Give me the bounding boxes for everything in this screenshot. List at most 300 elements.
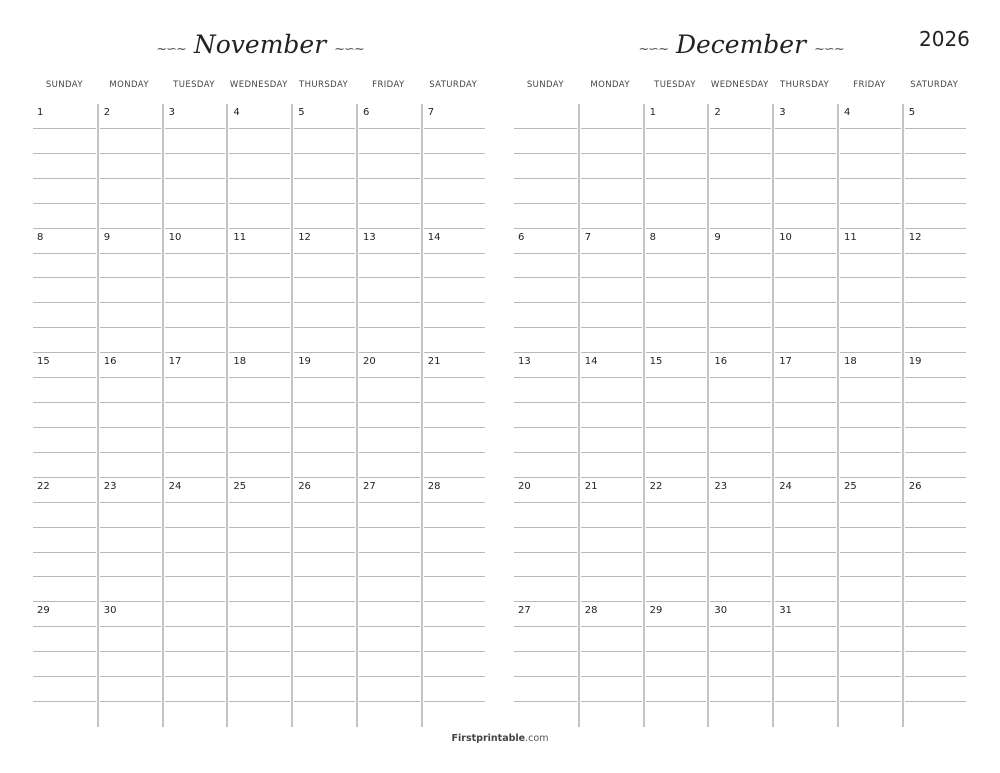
weekday-header: MONDAY <box>590 80 630 90</box>
day-cell[interactable] <box>32 104 97 229</box>
note-line <box>424 503 485 528</box>
note-line <box>581 303 642 328</box>
note-line <box>775 553 836 578</box>
day-cell[interactable] <box>578 104 643 229</box>
day-number: 16 <box>103 356 117 368</box>
day-cell[interactable] <box>421 104 486 229</box>
day-cell[interactable] <box>97 353 162 478</box>
note-line <box>100 378 161 403</box>
note-line <box>905 278 966 303</box>
day-cell[interactable] <box>32 229 97 354</box>
note-line <box>710 702 771 727</box>
day-cell[interactable] <box>356 104 421 229</box>
day-cell[interactable] <box>707 229 772 354</box>
day-cell[interactable] <box>772 602 837 727</box>
note-line <box>840 179 901 204</box>
note-line <box>294 328 355 353</box>
note-line <box>646 428 707 453</box>
note-line <box>100 528 161 553</box>
note-line <box>33 677 96 702</box>
note-line <box>33 503 96 528</box>
day-cell[interactable] <box>902 602 967 727</box>
note-line <box>424 702 485 727</box>
note-line <box>294 677 355 702</box>
note-line <box>514 104 577 129</box>
note-line <box>424 328 485 353</box>
day-cell[interactable] <box>643 353 708 478</box>
day-number: 11 <box>843 231 857 243</box>
note-line <box>775 278 836 303</box>
note-line <box>775 503 836 528</box>
day-cell[interactable] <box>162 229 227 354</box>
weekday-header: THURSDAY <box>780 80 830 90</box>
note-line <box>229 602 290 627</box>
note-line <box>514 428 577 453</box>
weekday-header: WEDNESDAY <box>229 80 288 90</box>
note-line <box>165 204 226 229</box>
note-line <box>229 553 290 578</box>
note-line <box>424 553 485 578</box>
day-cell[interactable] <box>837 104 902 229</box>
day-number: 9 <box>714 231 721 243</box>
note-line <box>294 378 355 403</box>
day-cell[interactable] <box>32 478 97 603</box>
day-number: 21 <box>584 480 598 492</box>
day-cell[interactable] <box>162 104 227 229</box>
day-number: 5 <box>908 107 916 118</box>
note-line <box>100 254 161 279</box>
day-cell[interactable] <box>578 478 643 603</box>
note-line <box>294 553 355 578</box>
note-line <box>165 179 226 204</box>
note-line <box>165 453 226 478</box>
day-number: 14 <box>584 356 598 368</box>
day-cell[interactable] <box>421 353 486 478</box>
day-cell[interactable] <box>97 104 162 229</box>
note-line <box>710 129 771 154</box>
day-cell[interactable] <box>513 229 578 354</box>
weekday-header: FRIDAY <box>853 80 886 90</box>
day-cell[interactable] <box>707 104 772 229</box>
note-line <box>905 702 966 727</box>
note-line <box>100 627 161 652</box>
note-line <box>100 677 161 702</box>
note-line <box>165 652 226 677</box>
day-cell[interactable] <box>421 602 486 727</box>
note-line <box>294 154 355 179</box>
day-cell[interactable] <box>226 229 291 354</box>
day-number: 10 <box>168 231 182 243</box>
note-line <box>710 154 771 179</box>
day-cell[interactable] <box>837 478 902 603</box>
note-line <box>165 278 226 303</box>
note-line <box>514 154 577 179</box>
note-line <box>581 627 642 652</box>
day-cell[interactable] <box>772 104 837 229</box>
note-line <box>100 577 161 602</box>
day-cell[interactable] <box>291 353 356 478</box>
note-line <box>646 553 707 578</box>
note-line <box>294 129 355 154</box>
day-number: 20 <box>518 480 531 492</box>
day-number: 30 <box>103 605 117 617</box>
note-line <box>424 453 485 478</box>
note-line <box>581 677 642 702</box>
month-title-november <box>130 30 390 59</box>
day-cell[interactable] <box>356 478 421 603</box>
note-line <box>710 553 771 578</box>
note-line <box>775 577 836 602</box>
year-label: 2026 <box>919 27 970 51</box>
note-line <box>294 602 355 627</box>
day-cell[interactable] <box>162 478 227 603</box>
day-cell[interactable] <box>421 478 486 603</box>
note-line <box>294 428 355 453</box>
day-cell[interactable] <box>226 353 291 478</box>
note-line <box>905 453 966 478</box>
weekday-header: MONDAY <box>109 80 149 90</box>
note-line <box>905 328 966 353</box>
note-line <box>840 154 901 179</box>
note-line <box>514 204 577 229</box>
note-line <box>33 378 96 403</box>
note-line <box>905 602 966 627</box>
brand-name: Firstprintable <box>451 733 526 744</box>
note-line <box>840 204 901 229</box>
note-line <box>229 303 290 328</box>
note-line <box>229 278 290 303</box>
note-line <box>359 553 420 578</box>
day-number: 24 <box>779 480 792 492</box>
month-name: December <box>675 30 807 59</box>
note-line <box>905 428 966 453</box>
day-number: 29 <box>37 605 50 617</box>
note-line <box>294 204 355 229</box>
note-line <box>229 129 290 154</box>
note-line <box>424 428 485 453</box>
note-line <box>840 403 901 428</box>
calendar-december <box>513 80 967 617</box>
note-line <box>775 204 836 229</box>
day-cell[interactable] <box>837 602 902 727</box>
note-line <box>646 204 707 229</box>
note-line <box>359 428 420 453</box>
day-cell[interactable] <box>578 229 643 354</box>
day-cell[interactable] <box>902 353 967 478</box>
note-line <box>229 577 290 602</box>
day-number: 9 <box>103 231 111 243</box>
note-line <box>33 154 96 179</box>
note-line <box>359 453 420 478</box>
day-cell[interactable] <box>226 602 291 727</box>
note-line <box>33 528 96 553</box>
day-number: 27 <box>518 605 531 617</box>
note-line <box>165 154 226 179</box>
note-line <box>646 179 707 204</box>
note-line <box>100 204 161 229</box>
note-line <box>646 403 707 428</box>
day-number: 3 <box>779 107 786 118</box>
note-line <box>514 528 577 553</box>
note-line <box>905 528 966 553</box>
note-line <box>646 278 707 303</box>
note-line <box>229 328 290 353</box>
day-number: 24 <box>168 480 182 492</box>
note-line <box>229 453 290 478</box>
note-line <box>581 129 642 154</box>
note-line <box>775 652 836 677</box>
day-cell[interactable] <box>643 602 708 727</box>
day-cell[interactable] <box>421 229 486 354</box>
note-line <box>646 453 707 478</box>
day-cell[interactable] <box>356 602 421 727</box>
weekday-header: FRIDAY <box>372 80 405 90</box>
note-line <box>165 254 226 279</box>
day-number: 19 <box>908 356 922 368</box>
day-number: 28 <box>584 605 598 617</box>
day-cell[interactable] <box>356 229 421 354</box>
day-cell[interactable] <box>837 353 902 478</box>
day-number: 4 <box>843 107 851 118</box>
day-cell[interactable] <box>772 353 837 478</box>
note-line <box>359 528 420 553</box>
note-line <box>514 702 577 727</box>
note-line <box>840 303 901 328</box>
note-line <box>581 652 642 677</box>
day-cell[interactable] <box>513 602 578 727</box>
day-cell[interactable] <box>513 353 578 478</box>
note-line <box>840 428 901 453</box>
day-cell[interactable] <box>513 104 578 229</box>
note-line <box>514 652 577 677</box>
note-line <box>100 553 161 578</box>
note-line <box>514 403 577 428</box>
day-cell[interactable] <box>97 478 162 603</box>
note-line <box>905 179 966 204</box>
day-cell[interactable] <box>513 478 578 603</box>
note-line <box>33 453 96 478</box>
day-cell[interactable] <box>902 229 967 354</box>
day-number: 11 <box>233 231 247 243</box>
note-line <box>710 328 771 353</box>
day-cell[interactable] <box>772 229 837 354</box>
day-cell[interactable] <box>226 104 291 229</box>
note-line <box>775 129 836 154</box>
day-number: 14 <box>427 231 441 243</box>
note-line <box>33 204 96 229</box>
note-line <box>294 627 355 652</box>
note-line <box>165 553 226 578</box>
day-number: 4 <box>233 107 240 118</box>
note-line <box>581 453 642 478</box>
note-line <box>514 179 577 204</box>
note-line <box>229 677 290 702</box>
note-line <box>294 403 355 428</box>
note-line <box>905 553 966 578</box>
note-line <box>710 627 771 652</box>
day-cell[interactable] <box>162 353 227 478</box>
note-line <box>424 204 485 229</box>
note-line <box>33 179 96 204</box>
note-line <box>840 129 901 154</box>
note-line <box>710 378 771 403</box>
day-cell[interactable] <box>707 602 772 727</box>
day-number: 22 <box>649 480 663 492</box>
note-line <box>581 428 642 453</box>
note-line <box>424 677 485 702</box>
weekday-header: WEDNESDAY <box>710 80 769 90</box>
note-line <box>514 577 577 602</box>
day-cell[interactable] <box>226 478 291 603</box>
day-cell[interactable] <box>32 353 97 478</box>
day-cell[interactable] <box>643 478 708 603</box>
day-cell[interactable] <box>578 353 643 478</box>
weekday-header: SUNDAY <box>526 80 564 90</box>
note-line <box>514 453 577 478</box>
day-cell[interactable] <box>772 478 837 603</box>
note-line <box>33 403 96 428</box>
note-line <box>424 652 485 677</box>
day-cell[interactable] <box>837 229 902 354</box>
day-cell[interactable] <box>291 478 356 603</box>
day-cell[interactable] <box>162 602 227 727</box>
day-cell[interactable] <box>97 602 162 727</box>
day-cell[interactable] <box>291 602 356 727</box>
note-line <box>229 204 290 229</box>
note-line <box>359 627 420 652</box>
note-line <box>710 278 771 303</box>
month-title-december <box>611 30 871 59</box>
note-line <box>359 179 420 204</box>
note-line <box>229 627 290 652</box>
note-line <box>775 254 836 279</box>
note-line <box>840 328 901 353</box>
note-line <box>646 303 707 328</box>
note-line <box>33 303 96 328</box>
note-line <box>646 328 707 353</box>
note-line <box>905 577 966 602</box>
brand-domain: .com <box>525 733 549 744</box>
note-line <box>840 602 901 627</box>
day-number: 25 <box>233 480 247 492</box>
note-line <box>775 702 836 727</box>
note-line <box>514 278 577 303</box>
note-line <box>229 179 290 204</box>
day-cell[interactable] <box>32 602 97 727</box>
note-line <box>710 303 771 328</box>
note-line <box>294 702 355 727</box>
weekday-header: THURSDAY <box>299 80 349 90</box>
day-cell[interactable] <box>707 478 772 603</box>
note-line <box>100 129 161 154</box>
day-cell[interactable] <box>643 229 708 354</box>
note-line <box>424 278 485 303</box>
day-number: 20 <box>362 356 376 368</box>
day-number: 26 <box>298 480 311 492</box>
note-line <box>229 528 290 553</box>
note-line <box>840 503 901 528</box>
note-line <box>905 503 966 528</box>
note-line <box>646 528 707 553</box>
note-line <box>646 503 707 528</box>
note-line <box>100 403 161 428</box>
note-line <box>775 403 836 428</box>
day-cell[interactable] <box>902 104 967 229</box>
note-line <box>840 677 901 702</box>
note-line <box>359 129 420 154</box>
flourish-left-icon: ~∽~ <box>638 42 668 57</box>
day-number: 6 <box>518 231 525 243</box>
note-line <box>840 553 901 578</box>
day-cell[interactable] <box>291 229 356 354</box>
day-number: 2 <box>103 107 111 118</box>
footer-brand <box>0 733 1000 744</box>
note-line <box>33 278 96 303</box>
note-line <box>33 652 96 677</box>
note-line <box>646 254 707 279</box>
note-line <box>646 154 707 179</box>
day-number: 8 <box>37 231 44 243</box>
note-line <box>905 378 966 403</box>
note-line <box>359 702 420 727</box>
note-line <box>581 104 642 129</box>
note-line <box>424 528 485 553</box>
note-line <box>359 328 420 353</box>
day-cell[interactable] <box>291 104 356 229</box>
note-line <box>359 677 420 702</box>
day-number: 30 <box>714 605 728 617</box>
day-cell[interactable] <box>707 353 772 478</box>
note-line <box>100 278 161 303</box>
day-cell[interactable] <box>578 602 643 727</box>
note-line <box>710 254 771 279</box>
day-cell[interactable] <box>643 104 708 229</box>
note-line <box>905 652 966 677</box>
note-line <box>905 129 966 154</box>
note-line <box>646 577 707 602</box>
note-line <box>229 702 290 727</box>
note-line <box>424 627 485 652</box>
day-cell[interactable] <box>902 478 967 603</box>
note-line <box>359 652 420 677</box>
note-line <box>905 403 966 428</box>
note-line <box>33 577 96 602</box>
note-line <box>514 303 577 328</box>
note-line <box>514 129 577 154</box>
note-line <box>581 328 642 353</box>
note-line <box>514 627 577 652</box>
note-line <box>165 503 226 528</box>
day-cell[interactable] <box>97 229 162 354</box>
day-cell[interactable] <box>356 353 421 478</box>
note-line <box>100 652 161 677</box>
note-line <box>100 702 161 727</box>
note-line <box>905 254 966 279</box>
note-line <box>424 403 485 428</box>
note-line <box>514 378 577 403</box>
note-line <box>840 278 901 303</box>
note-line <box>775 428 836 453</box>
note-line <box>646 627 707 652</box>
note-line <box>100 428 161 453</box>
weekday-header: SATURDAY <box>910 80 959 90</box>
day-number: 21 <box>427 356 441 368</box>
note-line <box>905 303 966 328</box>
note-line <box>775 328 836 353</box>
note-line <box>840 627 901 652</box>
note-line <box>294 303 355 328</box>
note-line <box>165 528 226 553</box>
